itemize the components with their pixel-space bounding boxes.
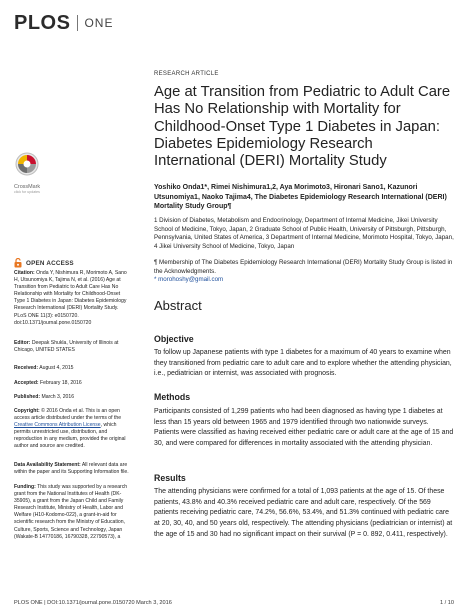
results-heading: Results xyxy=(154,473,186,483)
funding-block xyxy=(14,484,132,541)
affiliations: 1 Division of Diabetes, Metabolism and Endocrinology, Department of Internal Medicine, Jikei University School of Medicine, Tokyo, Japan, 2 Graduate School of Public Health, University of Pittsburgh, Pittsburgh, Pennsylvania, United States of America, 3 Department of Internal Medicine, Morimoto Hospital, Tokyo, Japan, 4 Jikei University School of Medicine, Tokyo, Japan xyxy=(154,217,454,250)
article-title: Age at Transition from Pediatric to Adult Care Has No Relationship with Mortality for Childhood-Onset Type 1 Diabetes in Japan: Diabetes Epidemiology Research International (DERI) Mortality Study xyxy=(154,84,451,170)
published-date xyxy=(14,394,132,401)
open-lock-icon xyxy=(14,258,22,268)
objective-text: To follow up Japanese patients with type 1 diabetes for a maximum of 40 years to examine when they transitioned from pediatric care to adult care and to explore whether the attending physician, i.e., pediatrician or internist, was associated with prognosis. xyxy=(154,349,452,378)
plos-wordmark xyxy=(14,12,70,35)
citation-block xyxy=(14,270,132,327)
author-list: Yoshiko Onda1*, Rimei Nishimura1,2, Aya Morimoto3, Hironari Sano1, Kazunori Utsunomiya1, Naoko Tajima4, The Diabetes Epidemiology Research International (DERI) Mortality Study Group¶ xyxy=(154,184,447,210)
logo-text: PLOS xyxy=(14,11,71,34)
open-access-label: OPEN ACCESS xyxy=(26,259,74,267)
funding-label: Funding: xyxy=(14,484,36,490)
accepted-date xyxy=(14,380,132,387)
membership-note xyxy=(154,259,454,285)
crossmark-badge[interactable] xyxy=(14,152,40,194)
funding-text: This study was supported by a research grant from the National Institutes of Health (DK-35905), a grant from the Japan Child and Family Research Institute, Ministry of Health, Labor and Welfare (H10-Kodomo-022), a grant-in-aid for scientific research from the Ministry of Education, Culture, Sports, Science and Technology, Japan (Wakate-B 14770186, 16790328, 22790573), a xyxy=(14,484,128,540)
article-type: RESEARCH ARTICLE xyxy=(154,71,219,77)
data-availability-block xyxy=(14,462,132,476)
editor-text: Deepak Shukla, University of Illinois at Chicago, UNITED STATES xyxy=(14,340,119,354)
logo-divider xyxy=(77,15,78,31)
citation-label: Citation: xyxy=(14,270,35,276)
accepted-label: Accepted: xyxy=(14,380,39,386)
membership-text: ¶ Membership of The Diabetes Epidemiology Research International (DERI) Mortality Study Group is listed in the Acknowledgments. xyxy=(154,259,453,275)
crossmark-icon xyxy=(15,152,39,178)
received-date xyxy=(14,365,132,372)
copyright-block xyxy=(14,408,132,451)
published-text: March 3, 2016 xyxy=(40,394,75,400)
results-text: The attending physicians were confirmed for a total of 1,093 patients at the age of 15. Of these patients, 43.8% and 40.3% received pediatric care and adult care, respectively. Of the 569 patients receiving pediatric care, 74.2%, 56.6%, 53.4%, and 51.3% continued with pediatric care at 20, 30, 40, and 50 years old, respectively. The attending physicians (pediatrician or internist) at the age of 15 and 30 had no significant impact on their survival (P = 0. 892, 0.411, respectively). xyxy=(154,488,453,538)
copyright-text-2: , which permits unrestricted use, distribution, and reproduction in any medium, provided the original author and source are credited. xyxy=(14,422,126,450)
data-availability-label: Data Availability Statement: xyxy=(14,462,81,468)
editor-block xyxy=(14,340,132,354)
methods-heading: Methods xyxy=(154,392,191,402)
received-label: Received: xyxy=(14,365,39,371)
license-link[interactable]: Creative Commons Attribution License xyxy=(14,422,101,429)
open-access-badge xyxy=(14,258,74,268)
copyright-text-1: © 2016 Onda et al. This is an open access article distributed under the terms of the xyxy=(14,408,122,422)
crossmark-label: CrossMark xyxy=(14,184,41,190)
citation-text: Onda Y, Nishimura R, Morimoto A, Sano H, Utsunomiya K, Tajima N, et al. (2016) Age at Transition from Pediatric to Adult Care Has No Relationship with Mortality for Childhood-Onset Type 1 Diabetes in Japan: Diabetes Epidemiology Research International (DERI) Mortality Study. PLoS ONE 11(3): e0150720. doi:10.1371/journal.pone.0150720 xyxy=(14,270,127,326)
page-number: 1 / 10 xyxy=(440,600,454,606)
plos-one-logo[interactable] xyxy=(14,10,113,36)
data-availability-text: All relevant data are within the paper and its Supporting Information file. xyxy=(14,462,129,476)
methods-text: Participants consisted of 1,299 patients who had been diagnosed as having type 1 diabetes at less than 15 years old between 1965 and 1979 identified through two nationwide surveys. Patients were classified as having received either pediatric care or adult care at the age of 15 and 30, and were compared for differences in mortality associated with the attending physician. xyxy=(154,408,454,448)
received-text: August 4, 2015 xyxy=(38,365,74,371)
crossmark-sublabel: click for updates xyxy=(14,190,40,194)
journal-name: ONE xyxy=(84,16,114,30)
abstract-heading: Abstract xyxy=(154,298,202,313)
copyright-label: Copyright: xyxy=(14,408,40,414)
corresponding-email[interactable]: * morohoshy@gmail.com xyxy=(154,276,224,283)
editor-label: Editor: xyxy=(14,340,31,346)
published-label: Published: xyxy=(14,394,41,400)
footer-citation: PLOS ONE | DOI:10.1371/journal.pone.0150720 March 3, 2016 xyxy=(14,600,172,606)
accepted-text: February 18, 2016 xyxy=(38,380,82,386)
objective-heading: Objective xyxy=(154,334,194,344)
